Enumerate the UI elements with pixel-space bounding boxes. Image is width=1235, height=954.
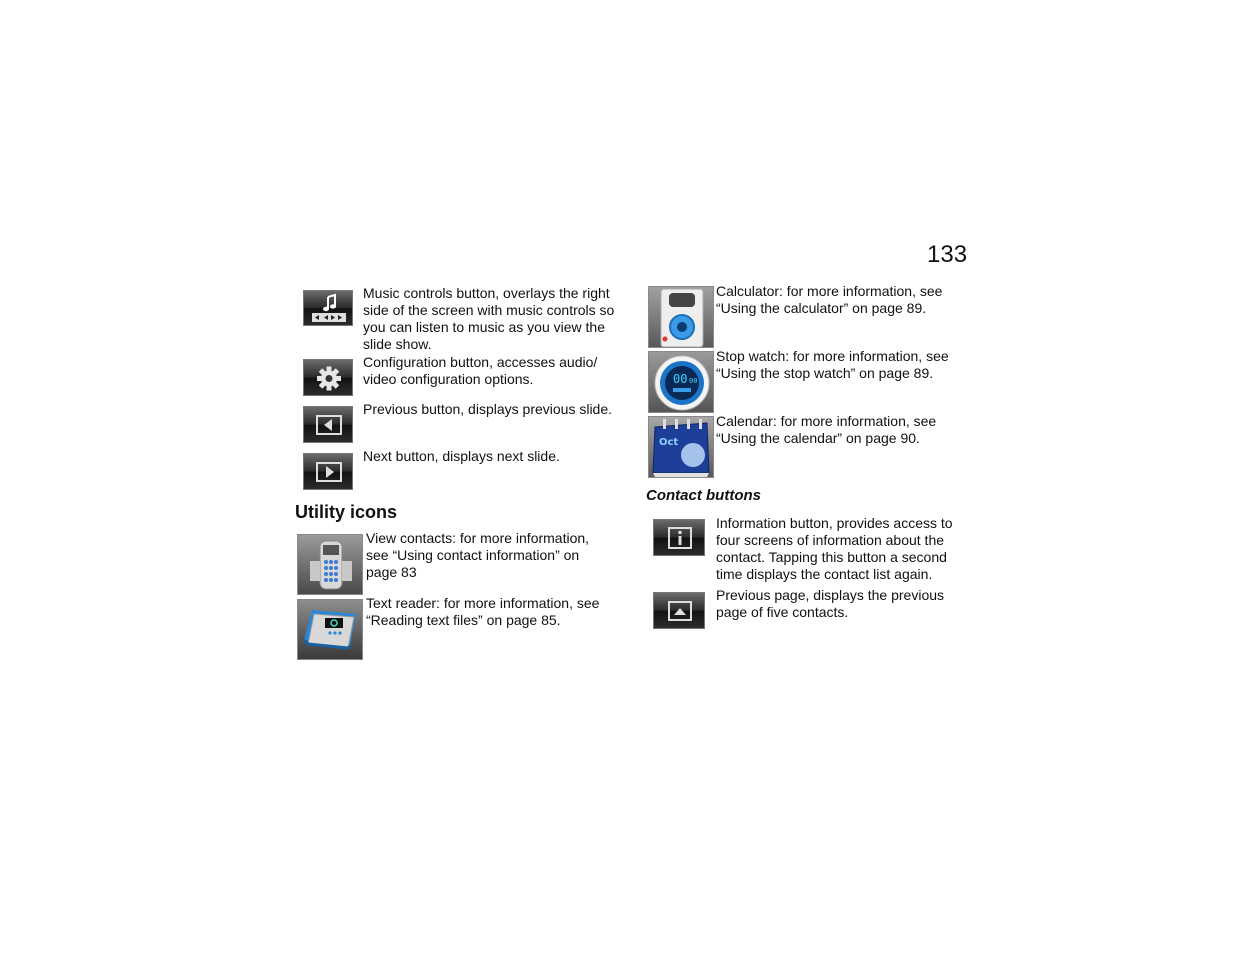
calendar-icon	[648, 416, 714, 478]
stopwatch-icon	[648, 351, 714, 413]
text-reader-icon	[297, 599, 363, 660]
information-button-description: Information button, provides access to four screens of information about the contact. Tapping this button a second time displays the contact list again.	[716, 515, 953, 582]
next-description: Next button, displays next slide.	[363, 448, 560, 464]
configuration-description: Configuration button, accesses audio/ video configuration options.	[363, 354, 598, 387]
text-reader-description: Text reader: for more information, see “Reading text files” on page 85.	[366, 595, 600, 628]
contacts-icon	[297, 534, 363, 595]
previous-icon	[303, 406, 353, 443]
gear-icon	[303, 359, 353, 396]
info-icon	[653, 519, 705, 556]
previous-page-description: Previous page, displays the previous page of five contacts.	[716, 587, 945, 620]
page-number: 133	[927, 241, 968, 268]
contact-buttons-heading: Contact buttons	[646, 487, 761, 504]
previous-description: Previous button, displays previous slide.	[363, 401, 613, 417]
calendar-description: Calendar: for more information, see “Using the calendar” on page 90.	[716, 413, 937, 446]
utility-icons-heading: Utility icons	[295, 502, 398, 522]
next-icon	[303, 453, 353, 490]
stopwatch-display: 00	[673, 372, 688, 386]
music-controls-icon	[303, 290, 353, 326]
stopwatch-description: Stop watch: for more information, see “Using the stop watch” on page 89.	[716, 348, 949, 381]
stopwatch-display-small: 00	[689, 377, 698, 385]
calculator-description: Calculator: for more information, see “Using the calculator” on page 89.	[716, 283, 943, 316]
calculator-icon	[648, 286, 714, 348]
page-up-icon	[653, 592, 705, 629]
calendar-month: Oct	[659, 437, 679, 448]
view-contacts-description: View contacts: for more information, see “Using contact information” on page 83	[366, 530, 590, 580]
music-controls-description: Music controls button, overlays the right side of the screen with music controls so you can listen to music as you view the slide show.	[363, 285, 615, 352]
